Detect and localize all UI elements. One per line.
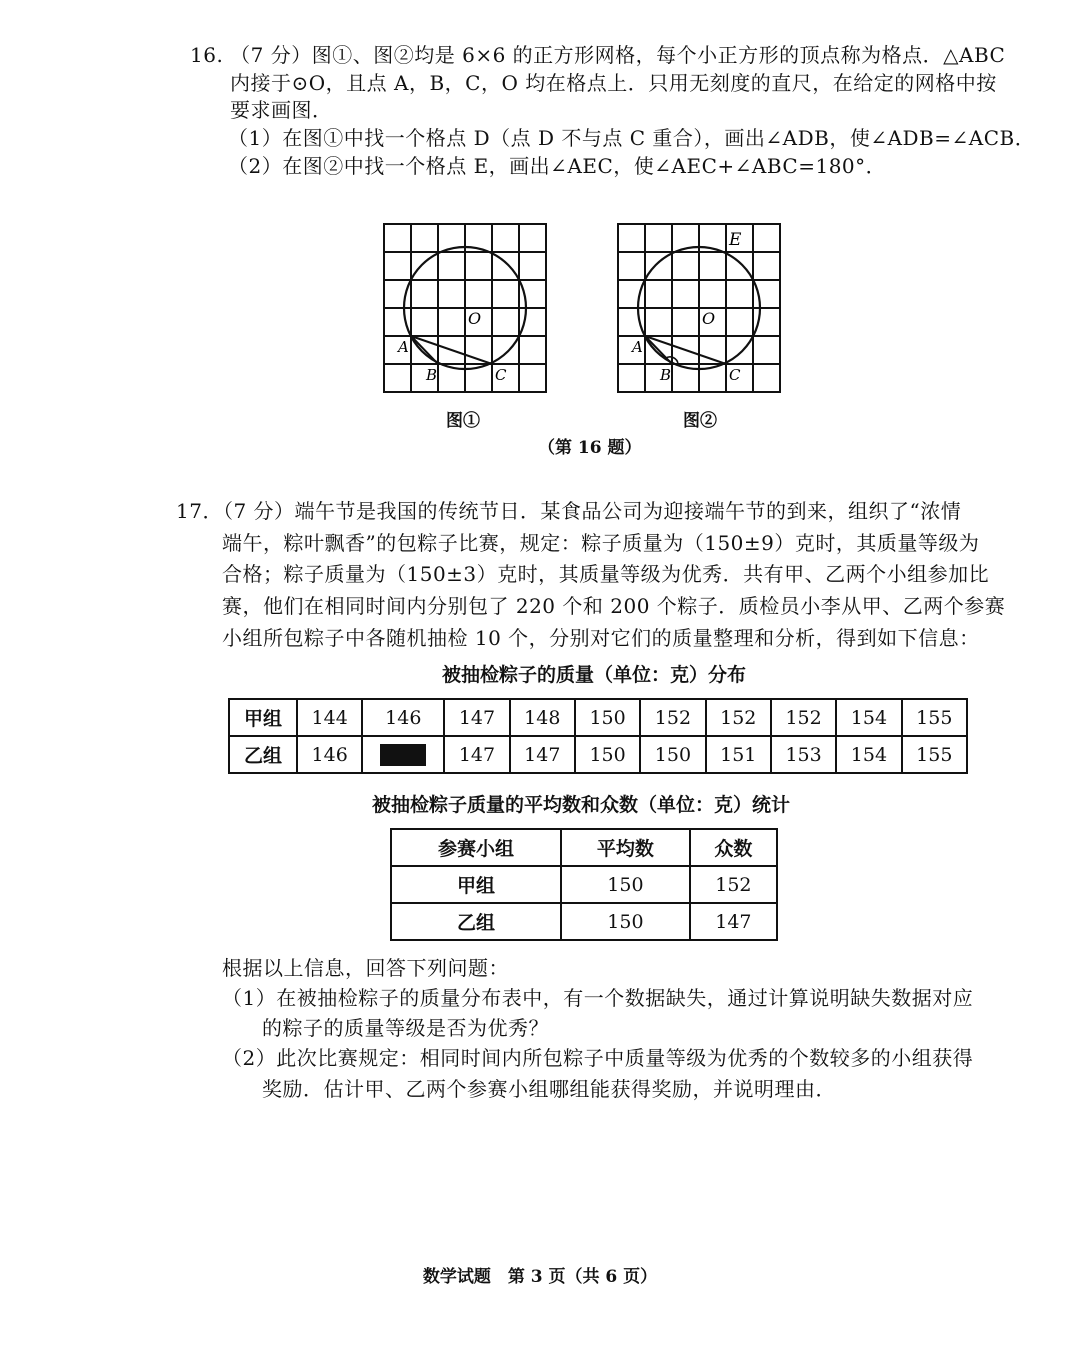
table-cell: 150 [575, 736, 640, 773]
table-cell: 150 [640, 736, 705, 773]
q17-line3: 合格；粽子质量为（150±3）克时，其质量等级为优秀．共有甲、乙两个小组参加比 [222, 562, 990, 586]
q17-prompt: 根据以上信息，回答下列问题： [222, 956, 509, 980]
grid-2 [618, 224, 780, 392]
fig1-caption: 图① [446, 411, 480, 431]
table-cell-mean: 150 [561, 866, 690, 903]
triangle-abc-1 [411, 336, 492, 364]
table-cell: 144 [297, 699, 362, 736]
q17-line1: 17．（7 分）端午节是我国的传统节日．某食品公司为迎接端午节的到来，组织了“浓情 [176, 499, 962, 523]
table-cell: 146 [297, 736, 362, 773]
figure-caption: （第 16 题） [538, 438, 642, 458]
label-e-handwritten: E [729, 230, 742, 250]
q16-line2: 内接于⊙O，且点 A，B，C，O 均在格点上．只用无刻度的直尺，在给定的网格中按 [230, 71, 997, 95]
mass-distribution-table [228, 698, 968, 774]
table-row [391, 903, 777, 940]
row-group: 乙组 [391, 903, 561, 940]
table-cell: 151 [706, 736, 771, 773]
q17-part2-line2: 奖励．估计甲、乙两个参赛小组哪组能获得奖励，并说明理由． [262, 1077, 836, 1101]
table-cell: 152 [640, 699, 705, 736]
table-cell-mean: 150 [561, 903, 690, 940]
table-header-row [391, 829, 777, 866]
label-c-1: C [495, 366, 507, 384]
label-a-2: A [632, 338, 643, 356]
grid-1 [384, 224, 546, 392]
row-group: 甲组 [229, 699, 297, 736]
fig2-caption: 图② [683, 411, 717, 431]
table-cell: 154 [836, 736, 901, 773]
table-cell: 148 [510, 699, 575, 736]
figure-2 [614, 220, 786, 398]
table1-title: 被抽检粽子的质量（单位：克）分布 [442, 664, 747, 686]
table2-title: 被抽检粽子质量的平均数和众数（单位：克）统计 [372, 794, 791, 816]
table-cell: 155 [902, 736, 967, 773]
table-cell: 147 [444, 736, 509, 773]
table-cell-mode: 152 [690, 866, 777, 903]
column-header: 众数 [690, 829, 777, 866]
column-header: 参赛小组 [391, 829, 561, 866]
q16-part1: （1）在图①中找一个格点 D（点 D 不与点 C 重合），画出∠ADB，使∠ADB=∠ACB． [228, 126, 1036, 150]
q16-part2: （2）在图②中找一个格点 E，画出∠AEC，使∠AEC+∠ABC=180°． [228, 154, 887, 178]
label-b-2: B [660, 366, 672, 384]
row-group: 乙组 [229, 736, 297, 773]
table-cell: 154 [836, 699, 901, 736]
table-cell-mode: 147 [690, 903, 777, 940]
q17-line4: 赛，他们在相同时间内分别包了 220 个和 200 个粽子．质检员小李从甲、乙两个参赛 [222, 594, 1006, 618]
table-cell: 146 [362, 699, 444, 736]
label-b-1: B [426, 366, 438, 384]
column-header: 平均数 [561, 829, 690, 866]
row-group: 甲组 [391, 866, 561, 903]
q17-line2: 端午，粽叶飘香”的包粽子比赛，规定：粽子质量为（150±9）克时，其质量等级为 [222, 531, 980, 555]
label-o-1: O [468, 309, 482, 328]
missing-data-cell [362, 736, 444, 773]
triangle-abc-2 [645, 336, 726, 364]
q17-part1-line1: （1）在被抽检粽子的质量分布表中，有一个数据缺失，通过计算说明缺失数据对应 [222, 986, 974, 1010]
page-footer: 数学试题 第 3 页（共 6 页） [422, 1267, 658, 1287]
table-cell: 147 [444, 699, 509, 736]
label-a-1: A [398, 338, 409, 356]
table-cell: 155 [902, 699, 967, 736]
figure-1 [380, 220, 552, 398]
redacted-block [380, 744, 426, 766]
q17-part1-line2: 的粽子的质量等级是否为优秀？ [262, 1016, 549, 1040]
label-o-2: O [702, 309, 716, 328]
label-c-2: C [729, 366, 741, 384]
q17-part2-line1: （2）此次比赛规定：相同时间内所包粽子中质量等级为优秀的个数较多的小组获得 [222, 1046, 974, 1070]
table-cell: 153 [771, 736, 836, 773]
q16-line3: 要求画图． [230, 98, 333, 122]
mean-mode-table [390, 828, 778, 941]
q17-line5: 小组所包粽子中各随机抽检 10 个，分别对它们的质量整理和分析，得到如下信息： [222, 626, 980, 650]
table-row [229, 736, 967, 773]
table-cell: 147 [510, 736, 575, 773]
table-cell: 152 [771, 699, 836, 736]
table-row [391, 866, 777, 903]
table-row [229, 699, 967, 736]
table-cell: 152 [706, 699, 771, 736]
q16-line1: 16. （7 分）图①、图②均是 6×6 的正方形网格，每个小正方形的顶点称为格点．△ABC [190, 43, 1006, 67]
table-cell: 150 [575, 699, 640, 736]
